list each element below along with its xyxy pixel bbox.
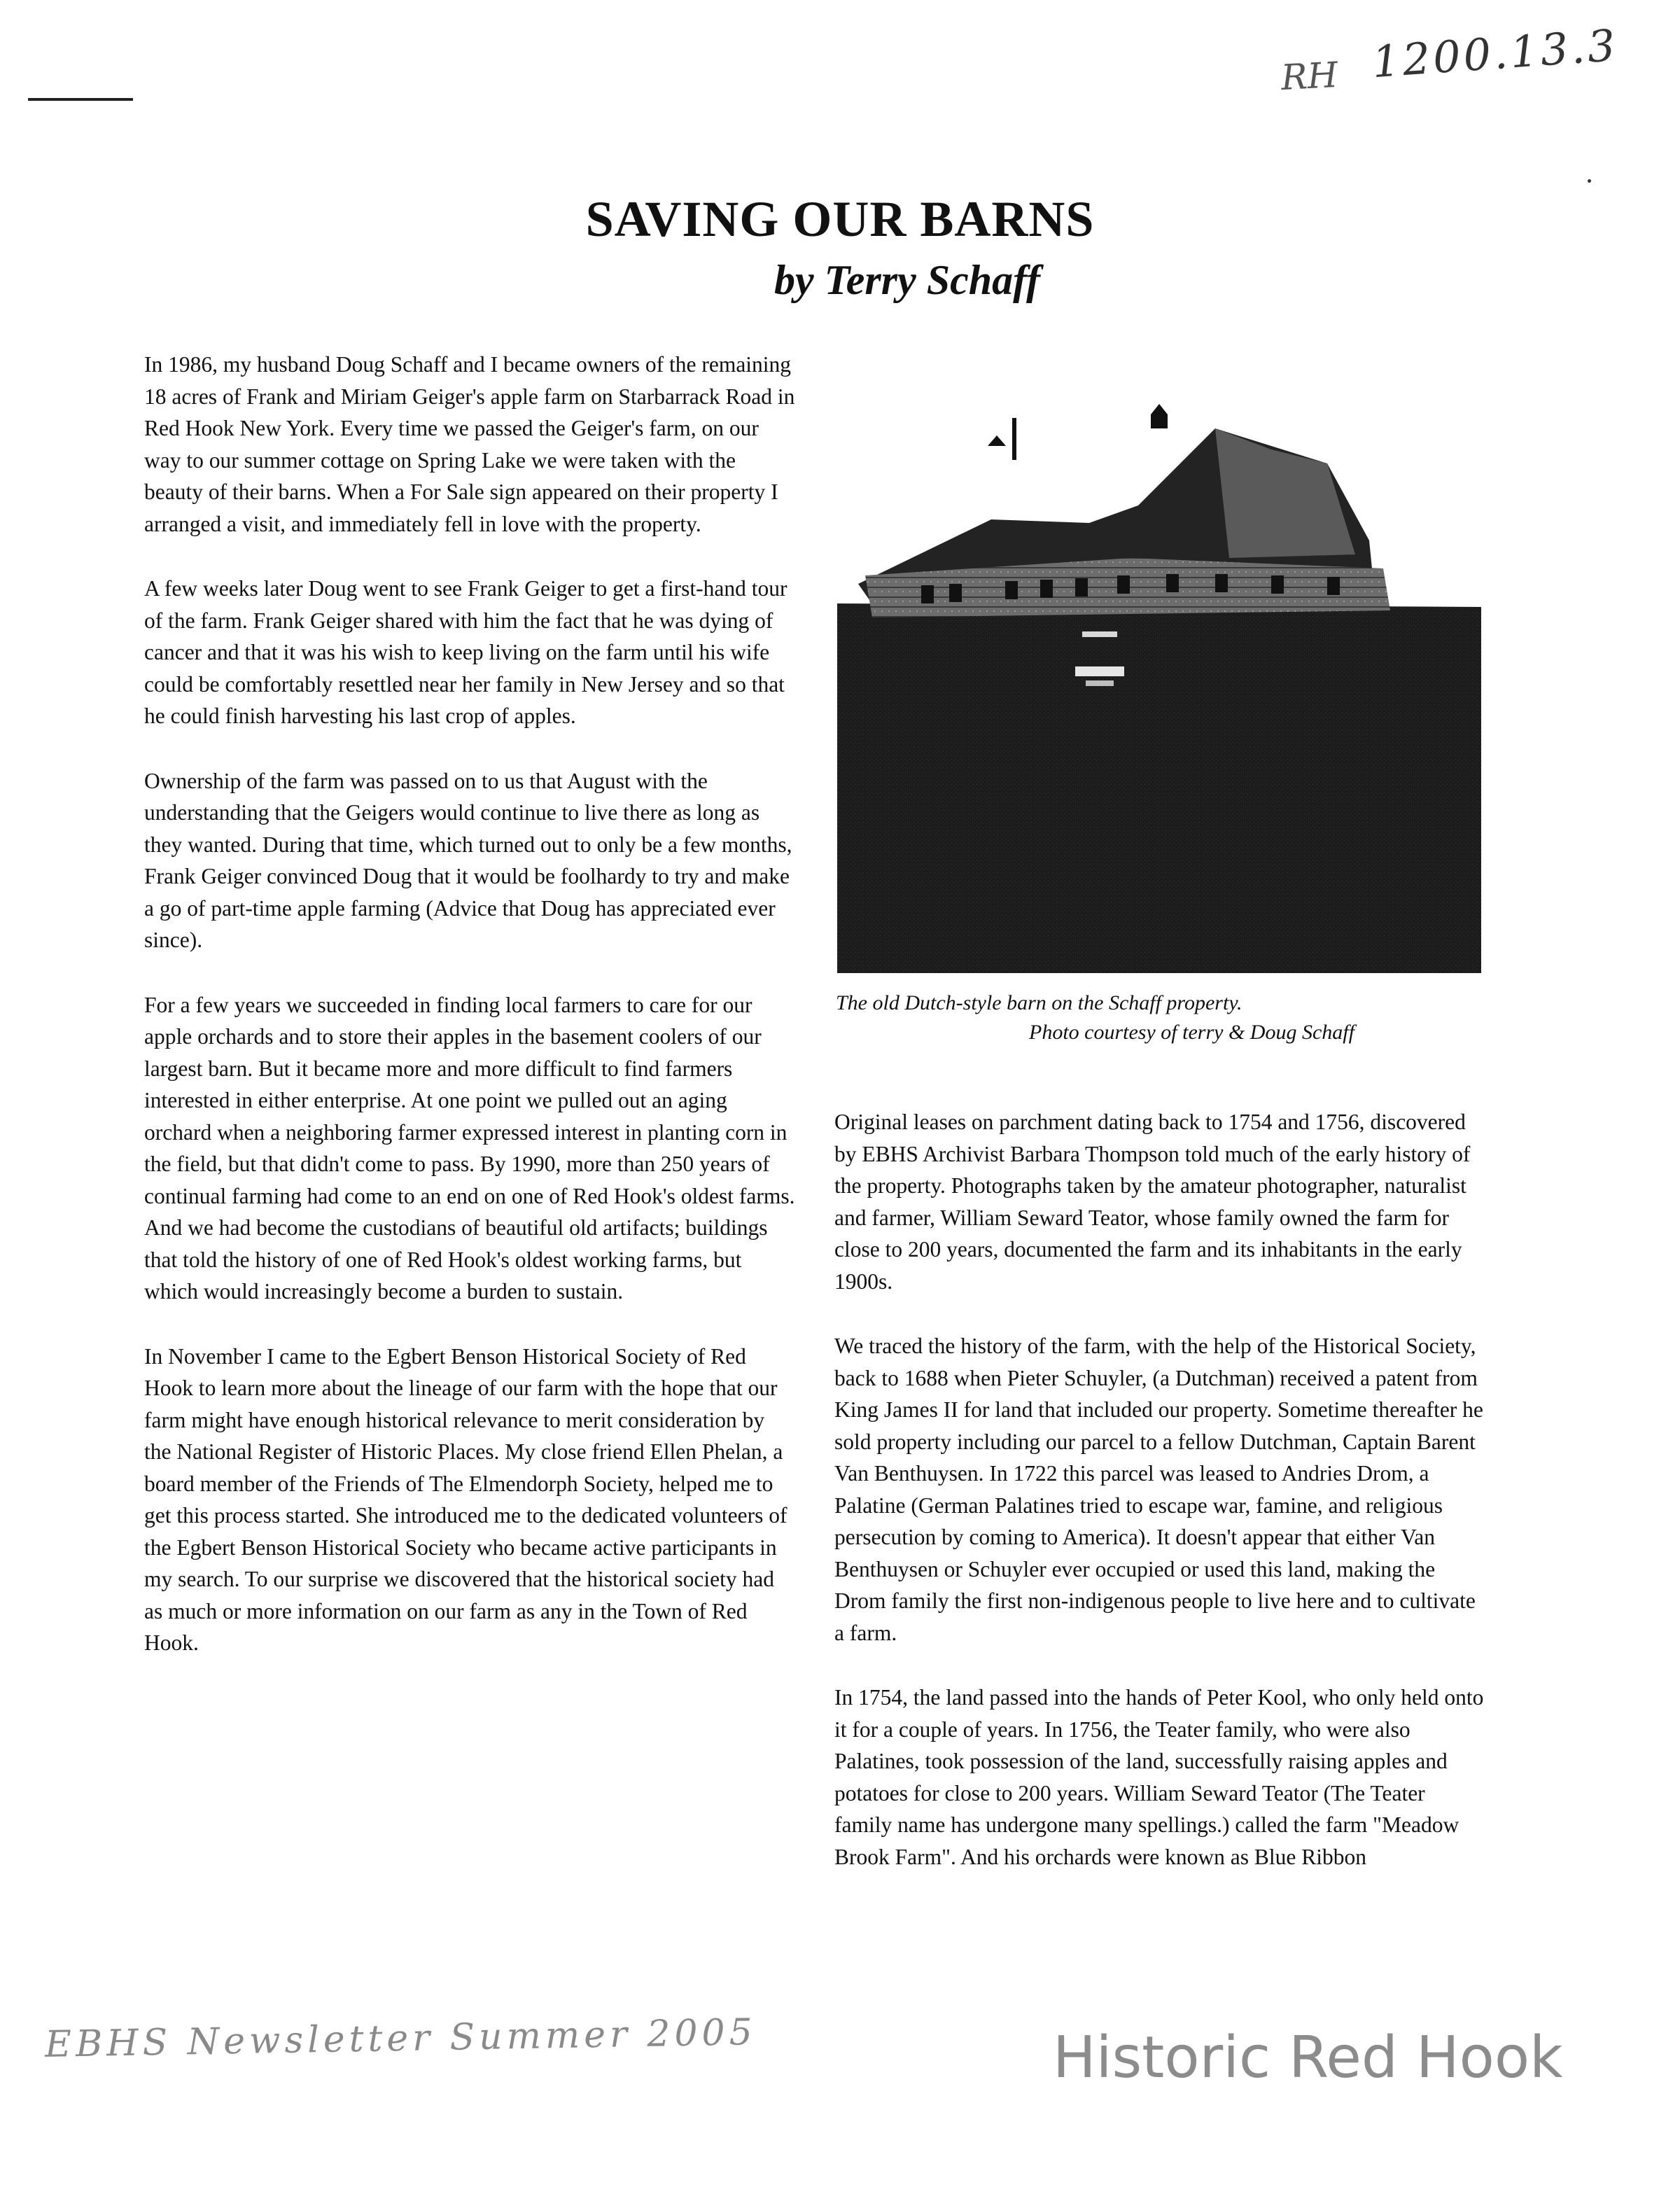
handwritten-footer-note: EBHS Newsletter Summer 2005 <box>44 2011 757 2066</box>
left-column <box>144 349 795 1692</box>
stray-mark <box>1588 179 1591 183</box>
caption-text: The old Dutch-style barn on the Schaff property. <box>836 991 1242 1014</box>
right-column <box>834 1106 1485 1906</box>
margin-dash <box>28 98 133 101</box>
accession-number-annotation: 1200.13.3 <box>1370 19 1620 88</box>
barn-photo <box>837 400 1481 973</box>
article-byline: by Terry Schaff <box>774 257 1040 303</box>
paragraph: We traced the history of the farm, with the help of the Historical Society, back to 1688 when Pieter Schuyler, (a Dutchman) received a patent from King James II for land that included our property. Sometime thereafter he sold property including our parcel to a fellow Dutchman, Captain Barent Van Benthuysen. In 1722 this parcel was leased to Andries Drom, a Palatine (German Palatines tried to escape war, famine, and religious persecution by coming to America). It doesn't appear that either Van Benthuysen or Schuyler ever occupied or used this land, making the Drom family the first non-indigenous people to live here and to cultivate a farm. <box>834 1334 1483 1645</box>
paragraph: Original leases on parchment dating back to 1754 and 1756, discovered by EBHS Archivist Barbara Thompson told much of the early history of the property. Photographs taken by the amateur photographer, naturalist and farmer, William Seward Teator, whose family owned the farm for close to 200 years, documented the farm and its inhabitants in the early 1900s. <box>834 1110 1471 1294</box>
paragraph: In 1754, the land passed into the hands of Peter Kool, who only held onto it for a couple of years. In 1756, the Teater family, who were also Palatines, took possession of the land, successfully raising apples and potatoes for close to 200 years. William Seward Teator (The Teater family name has undergone many spellings.) called the farm "Meadow Brook Farm". And his orchards were known as Blue Ribbon <box>834 1685 1484 1869</box>
paragraph: A few weeks later Doug went to see Frank Geiger to get a first-hand tour of the farm. Frank Geiger shared with him the fact that he was dying of cancer and that it was his wish to keep living on the farm until his wife could be comfortably resettled near her family in New Jersey and so that he could finish harvesting his last crop of apples. <box>144 576 788 728</box>
paragraph: In 1986, my husband Doug Schaff and I became owners of the remaining 18 acres of Frank and Miriam Geiger's apple farm on Starbarrack Road in Red Hook New York. Every time we passed the Geiger's farm, on our way to our summer cottage on Spring Lake we were taken with the beauty of their barns. When a For Sale sign appeared on their property I arranged a visit, and immediately fell in love with the property. <box>144 352 795 536</box>
article-title: SAVING OUR BARNS <box>585 191 1095 247</box>
paragraph: In November I came to the Egbert Benson Historical Society of Red Hook to learn more about the lineage of our farm with the hope that our farm might have enough historical relevance to merit consideration by the National Register of Historic Places. My close friend Ellen Phelan, a board member of the Friends of The Elmendorph Society, helped me to get this process started. She introduced me to the dedicated volunteers of the Egbert Benson Historical Society who became active participants in my search. To our surprise we discovered that the historical society had as much or more information on our farm as any in the Town of Red Hook. <box>144 1343 788 1655</box>
photo-caption <box>836 988 1487 1047</box>
rh-annotation: RH <box>1280 54 1339 99</box>
photo-credit: Photo courtesy of terry & Doug Schaff <box>1029 1021 1354 1044</box>
paragraph: For a few years we succeeded in finding local farmers to care for our apple orchards and to store their apples in the basement coolers of our largest barn. But it became more and more difficult to find farmers interested in either enterprise. At one point we pulled out an aging orchard when a neighboring farmer expressed interest in planting corn in the field, but that didn't come to pass. By 1990, more than 250 years of continual farming had come to an end on one of Red Hook's oldest farms. And we had become the custodians of beautiful old artifacts; buildings that told the history of one of Red Hook's oldest working farms, but which would increasingly become a burden to sustain. <box>144 992 795 1304</box>
watermark: Historic Red Hook <box>1053 2025 1563 2091</box>
paragraph: Ownership of the farm was passed on to us that August with the understanding that the Geigers would continue to live there as long as they wanted. During that time, which turned out to only be a few months, Frank Geiger convinced Doug that it would be foolhardy to try and make a go of part-time apple farming (Advice that Doug has appreciated ever since). <box>144 768 792 952</box>
